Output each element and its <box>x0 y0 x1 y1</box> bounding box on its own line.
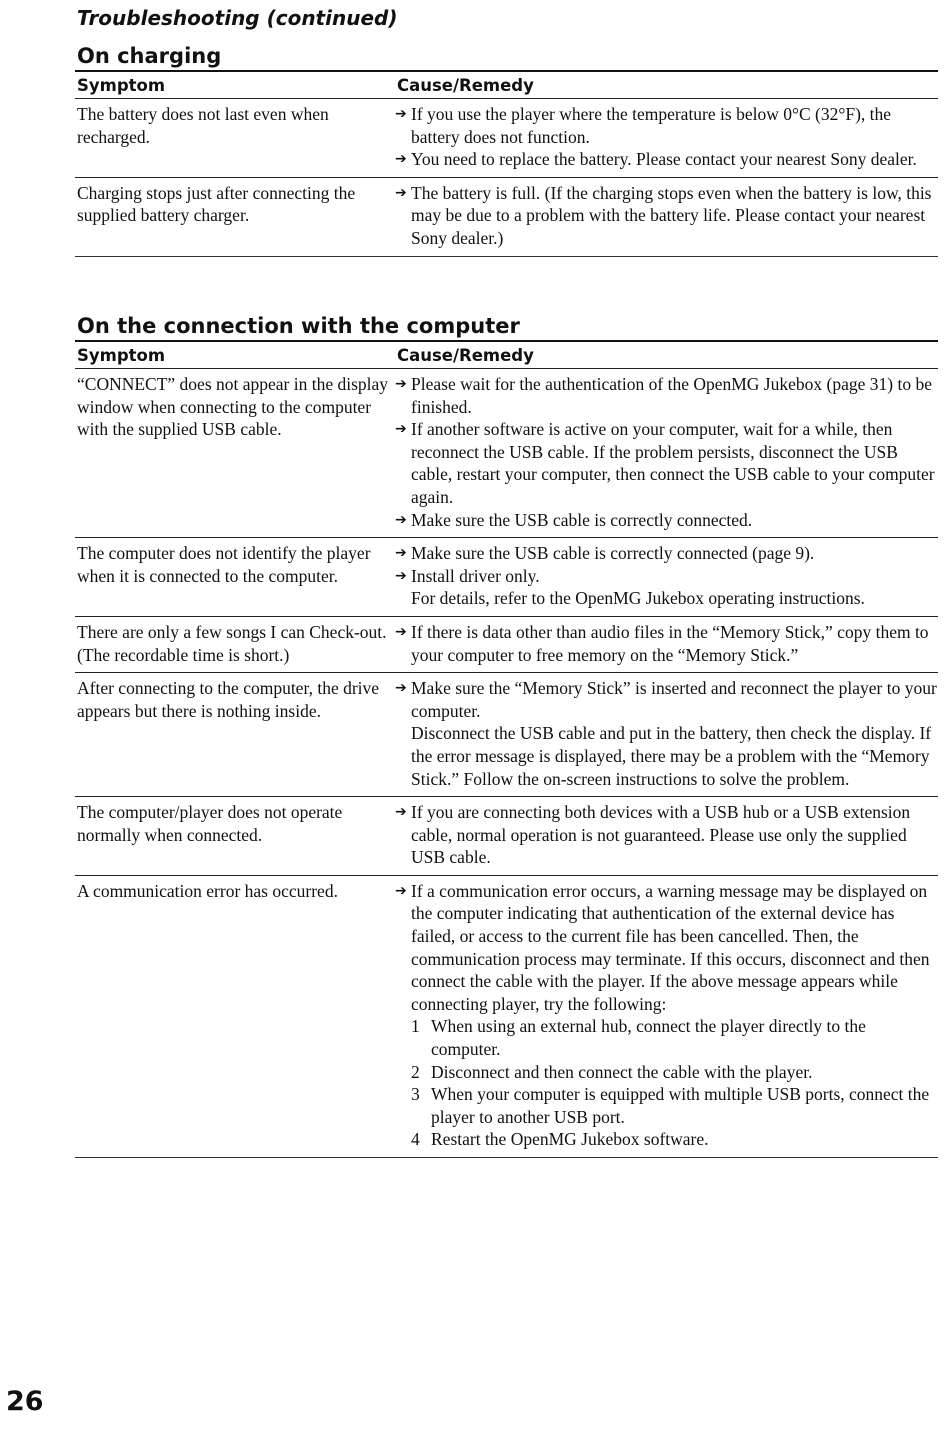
page-number: 26 <box>6 1386 44 1417</box>
remedy-text: If you are connecting both devices with a USB hub or a USB extension cable, normal operation is not guaranteed. Please use only the supplied USB cable. <box>411 802 911 868</box>
column-header-row <box>75 342 938 369</box>
column-header-remedy: Cause/Remedy <box>397 75 534 95</box>
symptom-cell: There are only a few songs I can Check-out. (The recordable time is short.) <box>77 621 387 665</box>
arrow-icon: ➔ <box>395 623 407 640</box>
remedy-item <box>395 801 938 869</box>
table-row <box>75 876 938 1158</box>
arrow-icon: ➔ <box>395 567 407 584</box>
section-on-connection <box>75 312 938 1158</box>
remedy-text: Install driver only. <box>411 565 540 586</box>
arrow-icon: ➔ <box>395 376 407 392</box>
step-text: Disconnect and then connect the cable with the player. <box>431 1061 813 1082</box>
column-header-symptom: Symptom <box>77 75 166 95</box>
step-number: 2 <box>411 1061 420 1082</box>
remedy-cell <box>395 876 938 1157</box>
symptom-cell: The computer does not identify the player when it is connected to the computer. <box>77 543 371 586</box>
column-header-row <box>75 72 938 99</box>
arrow-icon: ➔ <box>395 545 407 562</box>
remedy-item <box>395 418 938 508</box>
remedy-item <box>395 542 938 565</box>
step-number: 3 <box>411 1084 420 1105</box>
remedy-item <box>395 148 938 171</box>
remedy-item <box>395 880 938 1016</box>
symptom-cell: A communication error has occurred. <box>77 880 338 901</box>
step-item <box>395 1015 938 1060</box>
step-number: 1 <box>411 1016 420 1037</box>
symptom-cell: “CONNECT” does not appear in the display window when connecting to the computer with the supplied USB cable. <box>77 374 389 440</box>
table-row <box>75 178 938 257</box>
remedy-text: For details, refer to the OpenMG Jukebox operating instructions. <box>411 588 865 609</box>
remedy-text: Make sure the USB cable is correctly connected. <box>411 509 753 530</box>
column-header-remedy: Cause/Remedy <box>397 345 534 365</box>
section-title: On charging <box>77 44 222 68</box>
remedy-cell <box>395 538 938 616</box>
remedy-text: Please wait for the authentication of the OpenMG Jukebox (page 31) to be finished. <box>411 374 932 417</box>
remedy-cell <box>395 673 938 796</box>
remedy-item <box>395 677 938 722</box>
remedy-cell <box>395 617 938 672</box>
symptom-cell: The computer/player does not operate normally when connected. <box>77 802 343 845</box>
arrow-icon: ➔ <box>395 151 407 168</box>
arrow-icon: ➔ <box>395 421 407 438</box>
table-row <box>75 538 938 617</box>
table-row <box>75 617 938 673</box>
remedy-text: The battery is full. (If the charging stops even when the battery is low, this may be due to a problem with the battery life. Please contact your nearest Sony dealer.) <box>411 182 932 248</box>
remedy-cell <box>395 178 938 256</box>
remedy-item <box>395 182 938 250</box>
arrow-icon: ➔ <box>395 184 407 201</box>
arrow-icon: ➔ <box>395 511 407 528</box>
step-text: When using an external hub, connect the player directly to the computer. <box>431 1016 866 1060</box>
remedy-text: Disconnect the USB cable and put in the battery, then check the display. If the error message is displayed, there may be a problem with the “Memory Stick.” Follow the on-screen instructions to solve the problem. <box>411 723 932 789</box>
step-text: When your computer is equipped with multiple USB ports, connect the player to another USB port. <box>431 1084 930 1127</box>
remedy-text: If you use the player where the temperature is below 0°C (32°F), the battery does not function. <box>411 104 892 147</box>
remedy-text: Make sure the “Memory Stick” is inserted and reconnect the player to your computer. <box>411 678 937 721</box>
arrow-icon: ➔ <box>395 882 407 899</box>
remedy-text: If another software is active on your computer, wait for a while, then reconnect the USB cable. If the problem persists, disconnect the USB cable, restart your computer, then connect the USB cable to your computer again. <box>411 419 935 507</box>
remedy-item <box>395 373 938 418</box>
remedy-cell <box>395 99 938 177</box>
step-item <box>395 1083 938 1128</box>
symptom-cell: After connecting to the computer, the drive appears but there is nothing inside. <box>77 678 380 721</box>
arrow-icon: ➔ <box>395 680 407 697</box>
symptom-cell: The battery does not last even when recharged. <box>77 104 329 147</box>
remedy-text: If there is data other than audio files in the “Memory Stick,” copy them to your computer to free memory on the “Memory Stick.” <box>411 621 929 665</box>
remedy-item <box>395 565 938 588</box>
step-text: Restart the OpenMG Jukebox software. <box>431 1129 709 1150</box>
table-row <box>75 99 938 178</box>
arrow-icon: ➔ <box>395 106 407 122</box>
remedy-cell <box>395 369 938 537</box>
remedy-item <box>395 103 938 148</box>
section-on-charging <box>75 42 938 257</box>
page-header: Troubleshooting (continued) <box>77 6 398 30</box>
remedy-text: You need to replace the battery. Please contact your nearest Sony dealer. <box>411 149 917 170</box>
section-title: On the connection with the computer <box>77 314 520 338</box>
table-row <box>75 673 938 797</box>
remedy-text: If a communication error occurs, a warning message may be displayed on the computer indicating that authentication of the external device has failed, or access to the current file has been cancelled. Then, the communication process may terminate. If this occurs, disconnect and then connect the cable with the player. If the above message appears while connecting player, try the following: <box>411 880 930 1014</box>
table-row <box>75 369 938 538</box>
step-number: 4 <box>411 1129 420 1150</box>
remedy-text: Make sure the USB cable is correctly connected (page 9). <box>411 543 815 564</box>
remedy-cell <box>395 797 938 875</box>
arrow-icon: ➔ <box>395 804 407 821</box>
step-item <box>395 1128 938 1151</box>
column-header-symptom: Symptom <box>77 345 166 365</box>
table-row <box>75 797 938 876</box>
symptom-cell: Charging stops just after connecting the supplied battery charger. <box>77 182 356 226</box>
step-item <box>395 1061 938 1084</box>
remedy-item <box>395 509 938 532</box>
remedy-item <box>395 621 938 666</box>
